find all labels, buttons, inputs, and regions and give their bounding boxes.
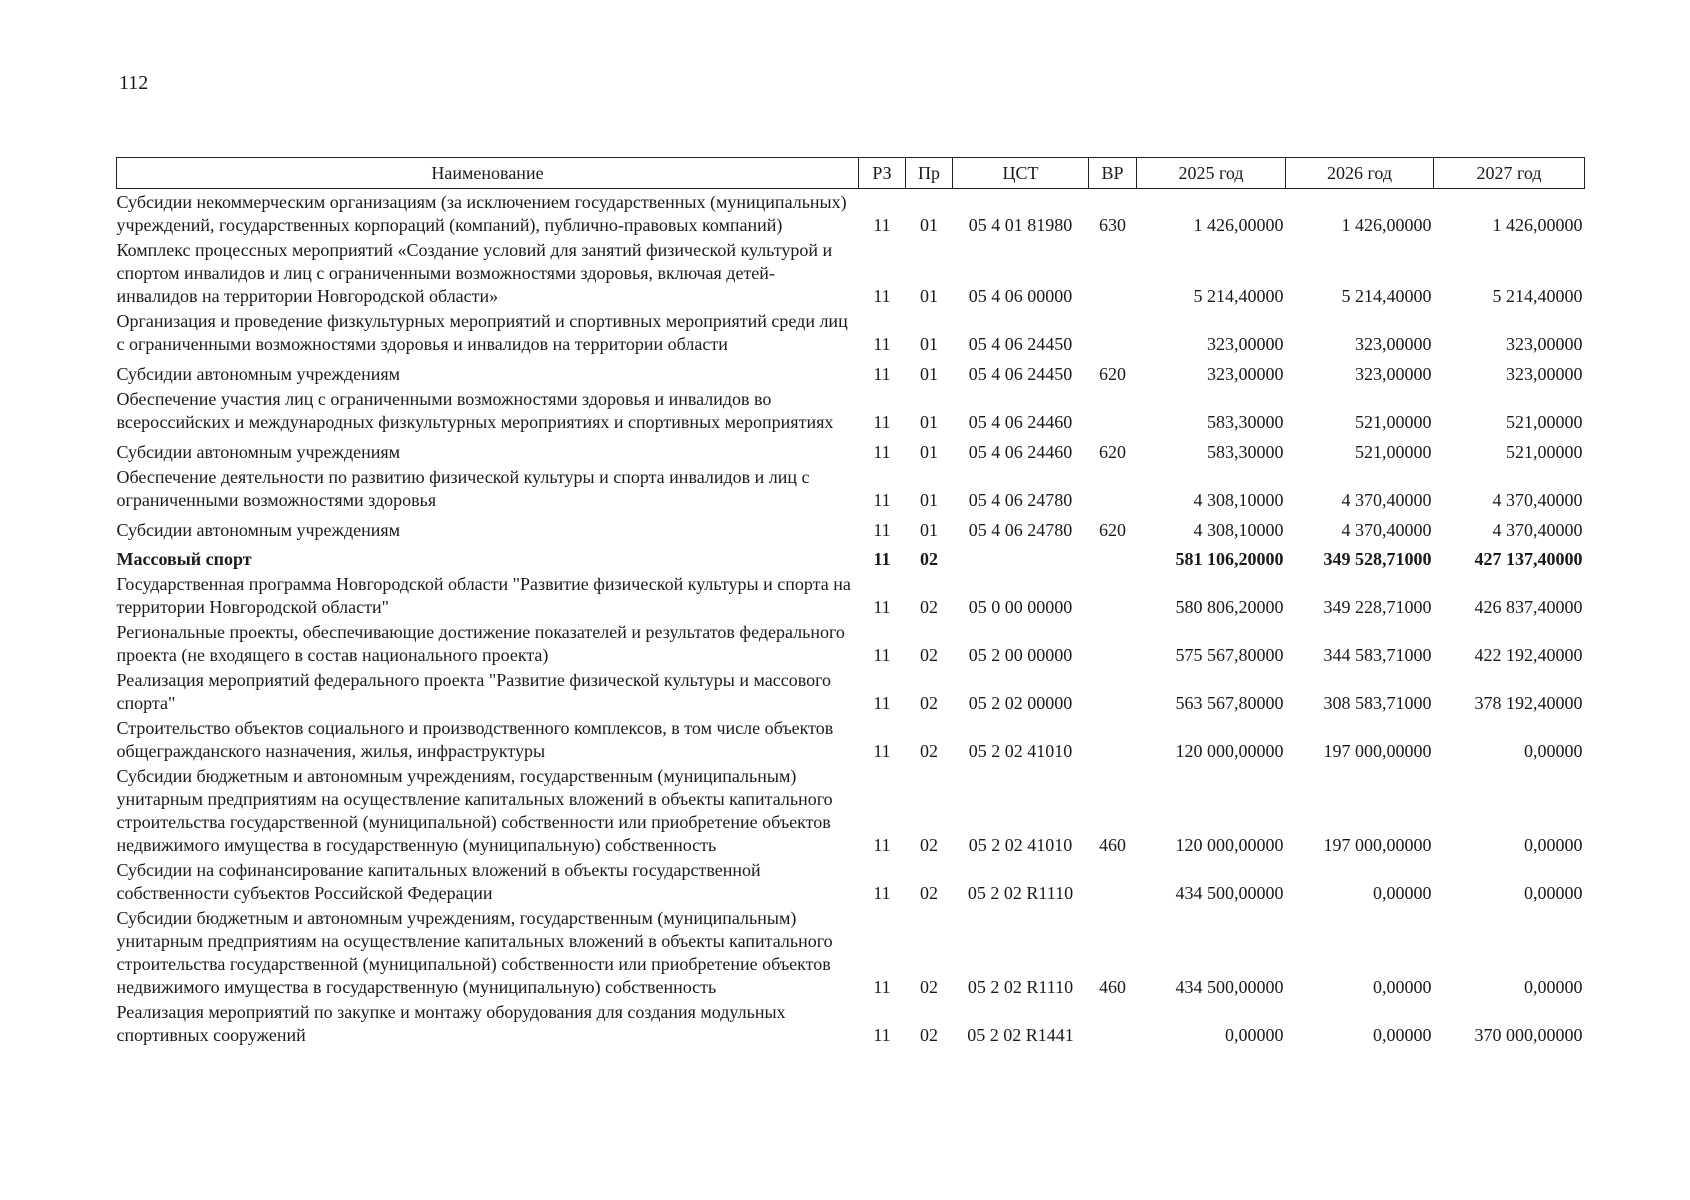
- cell-vr: [1089, 619, 1137, 667]
- cell-cst: 05 4 06 24460: [968, 412, 1073, 432]
- header-rz: РЗ: [859, 158, 906, 189]
- cell-pr: 02: [920, 645, 938, 665]
- table-row: [117, 542, 1585, 571]
- cell-y2026: 0,00000: [1373, 977, 1432, 997]
- cell-y2025: 434 500,00000: [1175, 883, 1284, 903]
- cell-name: Субсидии некоммерческим организациям (за исключением государственных (муниципальных) учреждений, государственных корпораций (компаний), публично-правовых компаний): [116, 192, 847, 235]
- cell-name: Региональные проекты, обеспечивающие достижение показателей и результатов федерального проекта (не входящего в состав национального проекта): [116, 622, 845, 665]
- cell-y2027: 0,00000: [1524, 835, 1583, 855]
- cell-y2026: 197 000,00000: [1323, 741, 1432, 761]
- cell-pr: 02: [920, 597, 938, 617]
- cell-rz: 11: [873, 549, 891, 569]
- cell-y2027: 426 837,40000: [1474, 597, 1583, 617]
- cell-y2025: 120 000,00000: [1175, 835, 1284, 855]
- header-2027: 2027 год: [1434, 158, 1585, 189]
- cell-y2026: 323,00000: [1355, 334, 1432, 354]
- cell-cst: 05 4 06 24460: [968, 442, 1073, 462]
- cell-pr: 01: [920, 364, 938, 384]
- cell-cst: 05 2 00 00000: [968, 645, 1073, 665]
- cell-rz: 11: [873, 1025, 891, 1045]
- cell-y2027: 323,00000: [1506, 364, 1583, 384]
- cell-vr: [1089, 308, 1137, 356]
- cell-name: Реализация мероприятий по закупке и монтажу оборудования для создания модульных спортивных сооружений: [116, 1002, 786, 1045]
- cell-rz: 11: [873, 442, 891, 462]
- cell-name: Строительство объектов социального и производственного комплексов, в том числе объектов общегражданского назначения, жилья, инфраструктуры: [116, 718, 834, 761]
- header-2025: 2025 год: [1137, 158, 1286, 189]
- cell-cst: [953, 542, 1089, 571]
- cell-rz: 11: [873, 490, 891, 510]
- cell-rz: 11: [873, 520, 891, 540]
- cell-vr: 620: [1099, 520, 1126, 540]
- page-number: 112: [119, 72, 149, 94]
- cell-pr: 01: [920, 520, 938, 540]
- cell-y2026: 308 583,71000: [1323, 693, 1432, 713]
- cell-y2027: 521,00000: [1506, 442, 1583, 462]
- cell-y2027: 521,00000: [1506, 412, 1583, 432]
- cell-y2025: 575 567,80000: [1175, 645, 1284, 665]
- cell-pr: 01: [920, 215, 938, 235]
- cell-pr: 01: [920, 412, 938, 432]
- cell-name: Субсидии на софинансирование капитальных вложений в объекты государственной собственности субъектов Российской Федерации: [116, 860, 761, 903]
- cell-cst: 05 4 06 24780: [968, 490, 1073, 510]
- cell-y2025: 323,00000: [1207, 364, 1284, 384]
- cell-name: Массовый спорт: [116, 549, 252, 569]
- cell-vr: [1089, 715, 1137, 763]
- cell-y2027: 378 192,40000: [1474, 693, 1583, 713]
- cell-vr: [1089, 542, 1137, 571]
- cell-rz: 11: [873, 693, 891, 713]
- cell-y2027: 422 192,40000: [1474, 645, 1583, 665]
- cell-vr: 460: [1099, 835, 1126, 855]
- cell-name: Обеспечение деятельности по развитию физической культуры и спорта инвалидов и лиц с ограниченными возможностями здоровья: [116, 467, 810, 510]
- cell-cst: 05 0 00 00000: [968, 597, 1073, 617]
- cell-y2026: 344 583,71000: [1323, 645, 1432, 665]
- cell-pr: 02: [920, 835, 938, 855]
- cell-rz: 11: [873, 364, 891, 384]
- table-row: [117, 356, 1585, 386]
- table-row: [117, 386, 1585, 434]
- cell-y2027: 1 426,00000: [1492, 215, 1583, 235]
- table-row: [117, 237, 1585, 308]
- cell-y2025: 120 000,00000: [1175, 741, 1284, 761]
- cell-name: Субсидии бюджетным и автономным учреждениям, государственным (муниципальным) унитарным предприятиям на осуществление капитальных вложений в объекты капитального строительства государственной (муниципальной) собственности или приобретение объектов недвижимого имущества в государственную (муниципальную) собственность: [116, 908, 833, 997]
- cell-y2026: 349 528,71000: [1323, 549, 1432, 569]
- table-header: [117, 158, 1585, 189]
- cell-name: Субсидии автономным учреждениям: [116, 442, 401, 462]
- budget-table: [116, 157, 1585, 1047]
- cell-vr: [1089, 237, 1137, 308]
- cell-y2026: 1 426,00000: [1341, 215, 1432, 235]
- cell-cst: 05 2 02 R1441: [967, 1025, 1074, 1045]
- cell-y2026: 521,00000: [1355, 412, 1432, 432]
- cell-y2025: 323,00000: [1207, 334, 1284, 354]
- cell-y2025: 4 308,10000: [1193, 490, 1284, 510]
- cell-rz: 11: [873, 215, 891, 235]
- cell-y2025: 5 214,40000: [1193, 286, 1284, 306]
- table-row: [117, 619, 1585, 667]
- cell-y2027: 323,00000: [1506, 334, 1583, 354]
- cell-pr: 01: [920, 286, 938, 306]
- cell-vr: 630: [1099, 215, 1126, 235]
- cell-name: Государственная программа Новгородской области "Развитие физической культуры и спорта на территории Новгородской области": [116, 574, 851, 617]
- cell-y2025: 434 500,00000: [1175, 977, 1284, 997]
- cell-y2026: 197 000,00000: [1323, 835, 1432, 855]
- cell-y2026: 349 228,71000: [1323, 597, 1432, 617]
- cell-y2026: 4 370,40000: [1341, 490, 1432, 510]
- cell-pr: 02: [920, 977, 938, 997]
- cell-vr: [1089, 999, 1137, 1047]
- cell-y2027: 0,00000: [1524, 741, 1583, 761]
- cell-y2027: 4 370,40000: [1492, 490, 1583, 510]
- header-cst: ЦСТ: [953, 158, 1089, 189]
- cell-y2027: 0,00000: [1524, 883, 1583, 903]
- cell-vr: [1089, 667, 1137, 715]
- cell-name: Субсидии автономным учреждениям: [116, 364, 401, 384]
- cell-pr: 02: [920, 693, 938, 713]
- cell-name: Организация и проведение физкультурных мероприятий и спортивных мероприятий среди лиц с ограниченными возможностями здоровья и инвалидов на территории области: [116, 311, 848, 354]
- cell-y2025: 0,00000: [1225, 1025, 1284, 1045]
- table-row: [117, 434, 1585, 464]
- cell-cst: 05 2 02 41010: [968, 835, 1073, 855]
- cell-pr: 02: [920, 549, 938, 569]
- cell-pr: 01: [920, 490, 938, 510]
- header-pr: Пр: [906, 158, 953, 189]
- cell-rz: 11: [873, 741, 891, 761]
- cell-cst: 05 2 02 00000: [968, 693, 1073, 713]
- cell-pr: 01: [920, 442, 938, 462]
- cell-vr: 620: [1099, 364, 1126, 384]
- cell-pr: 02: [920, 1025, 938, 1045]
- cell-rz: 11: [873, 286, 891, 306]
- cell-cst: 05 4 06 00000: [968, 286, 1073, 306]
- cell-vr: [1089, 571, 1137, 619]
- table-row: [117, 667, 1585, 715]
- cell-cst: 05 4 06 24450: [968, 364, 1073, 384]
- cell-cst: 05 4 06 24780: [968, 520, 1073, 540]
- cell-rz: 11: [873, 835, 891, 855]
- cell-y2027: 427 137,40000: [1474, 549, 1583, 569]
- cell-y2027: 4 370,40000: [1492, 520, 1583, 540]
- cell-y2025: 4 308,10000: [1193, 520, 1284, 540]
- header-name: Наименование: [117, 158, 859, 189]
- table-row: [117, 571, 1585, 619]
- cell-rz: 11: [873, 412, 891, 432]
- cell-cst: 05 2 02 R1110: [967, 883, 1074, 903]
- table-row: [117, 512, 1585, 542]
- table-row: [117, 763, 1585, 857]
- cell-name: Субсидии автономным учреждениям: [116, 520, 401, 540]
- cell-y2026: 4 370,40000: [1341, 520, 1432, 540]
- cell-y2026: 5 214,40000: [1341, 286, 1432, 306]
- cell-pr: 01: [920, 334, 938, 354]
- cell-y2026: 0,00000: [1373, 1025, 1432, 1045]
- cell-rz: 11: [873, 977, 891, 997]
- cell-vr: 620: [1099, 442, 1126, 462]
- cell-y2026: 0,00000: [1373, 883, 1432, 903]
- table-row: [117, 464, 1585, 512]
- cell-rz: 11: [873, 334, 891, 354]
- cell-vr: [1089, 857, 1137, 905]
- cell-cst: 05 4 01 81980: [968, 215, 1073, 235]
- cell-cst: 05 2 02 R1110: [967, 977, 1074, 997]
- cell-y2025: 583,30000: [1207, 412, 1284, 432]
- cell-y2026: 521,00000: [1355, 442, 1432, 462]
- cell-vr: [1089, 386, 1137, 434]
- cell-vr: [1089, 464, 1137, 512]
- table-row: [117, 857, 1585, 905]
- cell-cst: 05 4 06 24450: [968, 334, 1073, 354]
- header-vr: ВР: [1089, 158, 1137, 189]
- cell-name: Субсидии бюджетным и автономным учреждениям, государственным (муниципальным) унитарным предприятиям на осуществление капитальных вложений в объекты капитального строительства государственной (муниципальной) собственности или приобретение объектов недвижимого имущества в государственную (муниципальную) собственность: [116, 766, 833, 855]
- cell-y2027: 370 000,00000: [1474, 1025, 1583, 1045]
- cell-y2027: 5 214,40000: [1492, 286, 1583, 306]
- cell-y2027: 0,00000: [1524, 977, 1583, 997]
- cell-vr: 460: [1099, 977, 1126, 997]
- cell-name: Реализация мероприятий федерального проекта "Развитие физической культуры и массового спорта": [116, 670, 832, 713]
- table-row: [117, 308, 1585, 356]
- cell-pr: 02: [920, 741, 938, 761]
- cell-rz: 11: [873, 883, 891, 903]
- header-2026: 2026 год: [1286, 158, 1434, 189]
- cell-rz: 11: [873, 597, 891, 617]
- table-row: [117, 999, 1585, 1047]
- cell-cst: 05 2 02 41010: [968, 741, 1073, 761]
- table-row: [117, 715, 1585, 763]
- cell-pr: 02: [920, 883, 938, 903]
- table-body: [117, 189, 1585, 1048]
- cell-y2026: 323,00000: [1355, 364, 1432, 384]
- cell-rz: 11: [873, 645, 891, 665]
- table-row: [117, 905, 1585, 999]
- table-row: [117, 189, 1585, 238]
- cell-y2025: 563 567,80000: [1175, 693, 1284, 713]
- cell-y2025: 580 806,20000: [1175, 597, 1284, 617]
- cell-y2025: 1 426,00000: [1193, 215, 1284, 235]
- cell-name: Комплекс процессных мероприятий «Создание условий для занятий физической культурой и спортом инвалидов и лиц с ограниченными возможностями здоровья, включая детей-инвалидов на территории Новгородской области»: [116, 240, 833, 306]
- cell-y2025: 583,30000: [1207, 442, 1284, 462]
- cell-y2025: 581 106,20000: [1175, 549, 1284, 569]
- cell-name: Обеспечение участия лиц с ограниченными возможностями здоровья и инвалидов во всероссийских и международных физкультурных мероприятиях и спортивных мероприятиях: [116, 389, 834, 432]
